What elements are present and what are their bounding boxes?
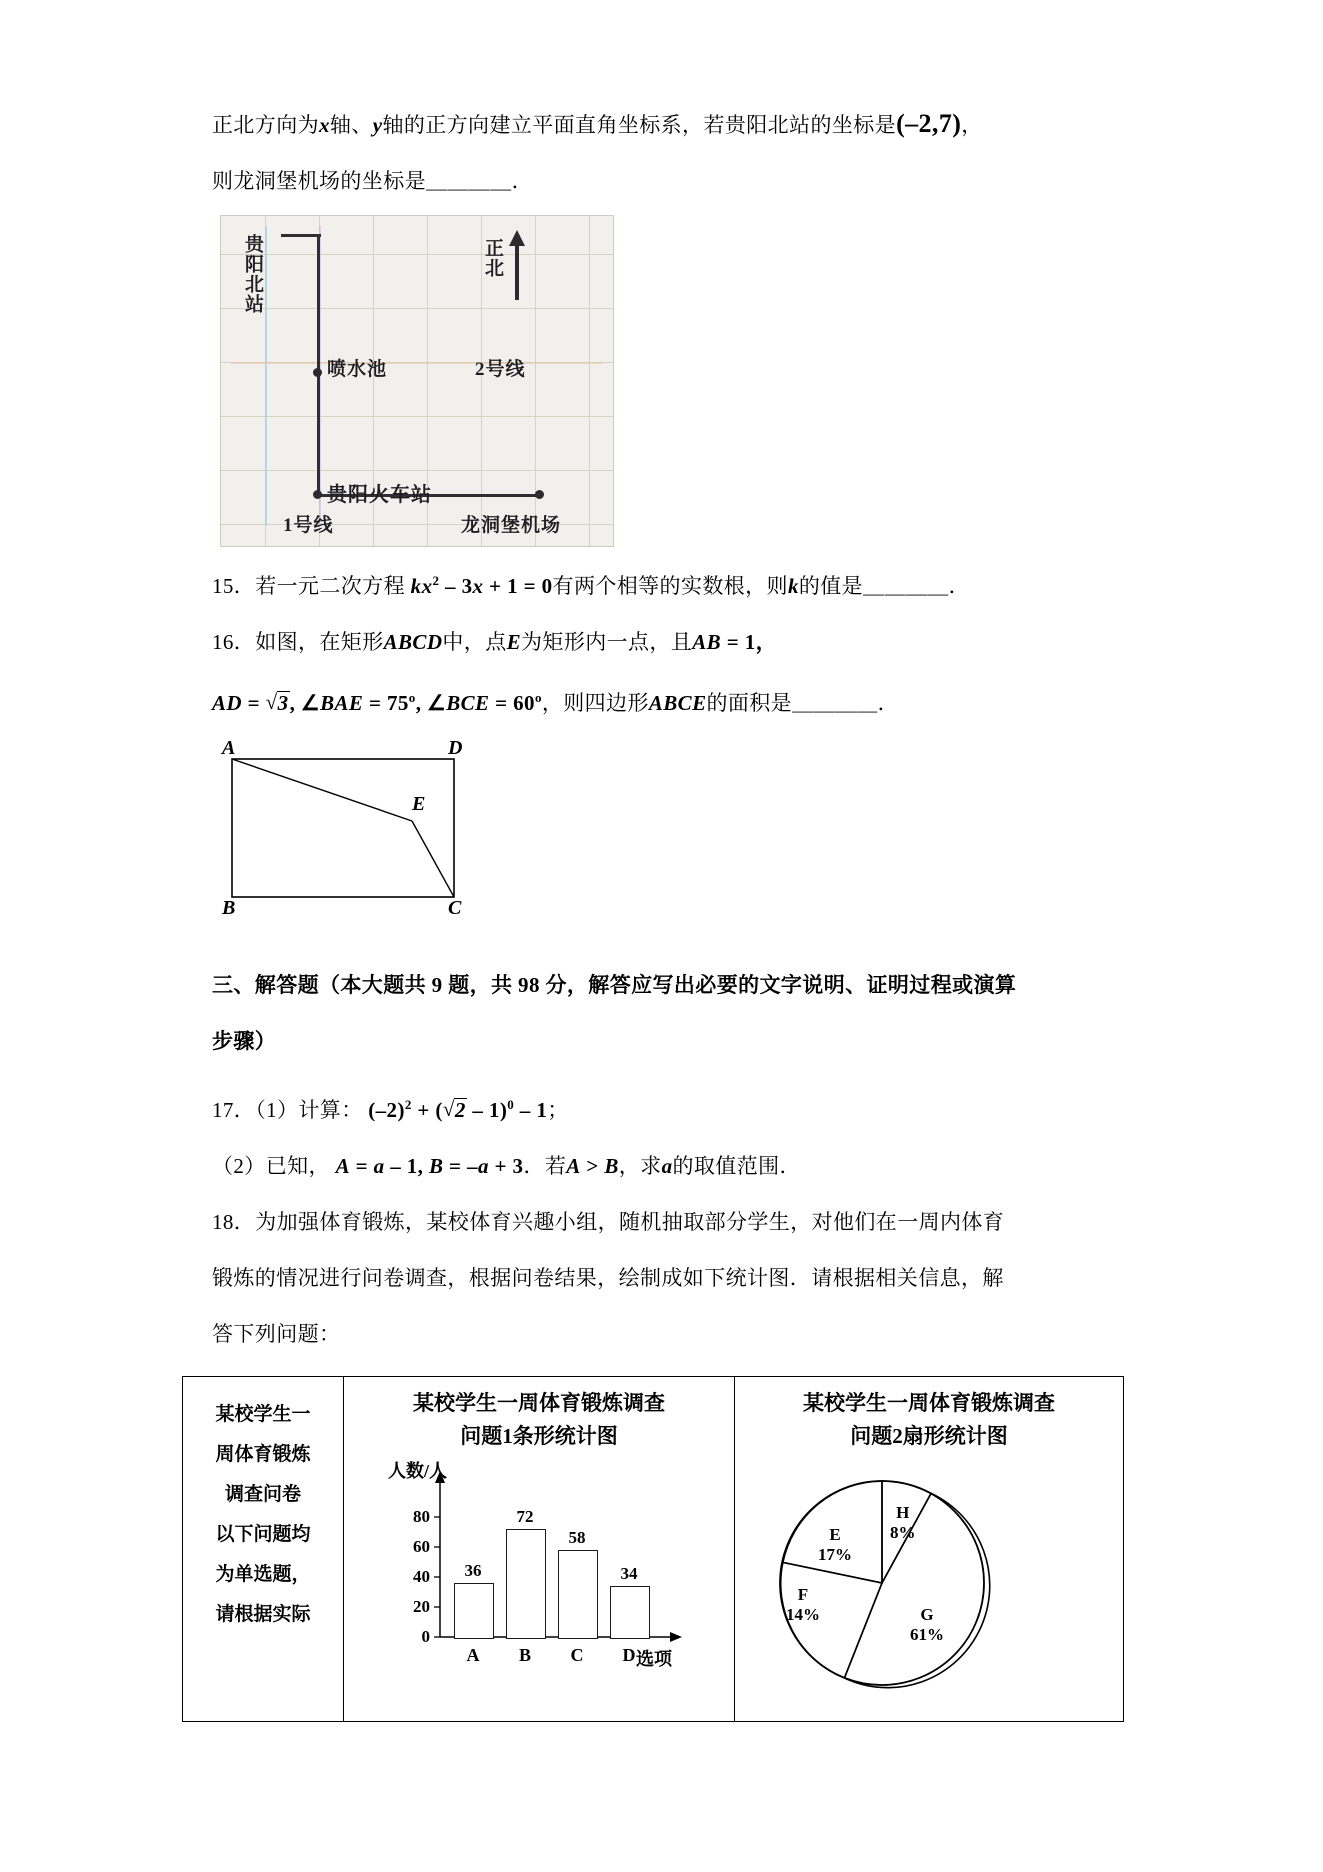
q17-part2-end: 的取值范围． (672, 1154, 801, 1178)
bar-category-B: B (518, 1645, 531, 1665)
q15-text-b: 有两个相等的实数根，则 (552, 574, 788, 598)
q17-part2-mid: ．若 (523, 1154, 567, 1178)
pie-label-G-name: G (920, 1605, 934, 1624)
q16-ab-length: AB = 1， (692, 630, 778, 654)
question-17-part2 (212, 1138, 1132, 1194)
geo-label-C: C (448, 897, 462, 919)
q17-part1-expression: $(-2)^2$ + ( √ 2 – 1)$^0$ – 1 (368, 1098, 547, 1122)
q16-point-e: E (506, 630, 522, 654)
q17-part2-variable: a (661, 1154, 673, 1178)
bar-category-A: A (466, 1645, 480, 1665)
metro-map-figure (220, 215, 614, 547)
pie-chart-title-line2: 问题2扇形统计图 (850, 1424, 1008, 1448)
q18-text-c: 答下列问题： (212, 1322, 341, 1346)
question-18-line1 (212, 1194, 1132, 1250)
section-3-heading-line2 (212, 1013, 1132, 1069)
bar-chart-ytick: 40 (413, 1567, 430, 1586)
q15-text-c: 的值是＿＿＿＿． (798, 574, 971, 598)
rectangle-geometry-figure (222, 737, 522, 945)
map-label-penshuichi: 喷水池 (327, 359, 388, 380)
section-3-text-a: 三、解答题（本大题共 9 题，共 98 分，解答应写出必要的文字说明、证明过程或演算 (212, 973, 1017, 997)
q18-number: 18． (212, 1210, 256, 1234)
questionnaire-line: 调查问卷 (224, 1484, 301, 1505)
pie-chart-svg (764, 1463, 1014, 1703)
q17-part2-expression: A = a – 1, B = –a + 3 (335, 1154, 524, 1178)
geo-label-E: E (412, 793, 426, 815)
bar-chart-ytick: 20 (413, 1597, 430, 1616)
bar-value-A: 36 (464, 1561, 482, 1580)
questionnaire-line: 周体育锻炼 (215, 1444, 311, 1465)
pie-label-F-name: F (797, 1585, 809, 1604)
q16-rect-abcd: ABCD (383, 630, 443, 654)
pie-label-F (786, 1585, 820, 1625)
bar-chart-xlabel: 选项 (636, 1649, 672, 1669)
pie-label-F-value: 14% (786, 1605, 820, 1624)
page-content (212, 96, 1132, 1722)
pie-chart-title-line1: 某校学生一周体育锻炼调查 (803, 1391, 1055, 1415)
map-label-north: 正北 (482, 238, 503, 278)
pie-chart (764, 1463, 1094, 1713)
bar-value-D: 34 (620, 1564, 638, 1583)
bar-chart (354, 1459, 724, 1691)
q17-part2-label: （2）已知， (212, 1154, 330, 1178)
section-3-text-b: 步骤） (212, 1029, 277, 1053)
questionnaire-line: 请根据实际 (215, 1604, 311, 1625)
question-16-line2 (212, 670, 1132, 731)
q14-text-b: 轴、 (329, 113, 373, 137)
geo-label-B: B (222, 897, 236, 919)
geo-label-D: D (448, 737, 463, 759)
pie-label-H-name: H (896, 1503, 910, 1522)
questionnaire-column (183, 1377, 344, 1721)
q14-text-d: ， (961, 113, 983, 137)
pie-label-E (818, 1525, 852, 1565)
q14-axis-y: y (372, 113, 383, 137)
q17-part2-comparison: A > B (566, 1154, 619, 1178)
question-16-line1 (212, 614, 1132, 670)
q14-text-c: 轴的正方向建立平面直角坐标系，若贵阳北站的坐标是 (382, 113, 897, 137)
bar-chart-ylabel: 人数/人 (388, 1461, 448, 1481)
q17-part2-ask: ，求 (618, 1154, 662, 1178)
q18-text-a: 为加强体育锻炼，某校体育兴趣小组，随机抽取部分学生，对他们在一周内体育 (255, 1210, 1005, 1234)
q16-text-d: ，则四边形 (541, 691, 649, 715)
bar-chart-ytick: 60 (413, 1537, 430, 1556)
question-18-line2 (212, 1250, 1132, 1306)
map-label-line-1: 1号线 (283, 515, 334, 536)
q17-number: 17． (212, 1098, 256, 1122)
q16-number: 16． (212, 630, 256, 654)
q16-text-a: 如图，在矩形 (255, 630, 384, 654)
geo-label-A: A (222, 737, 236, 759)
q18-text-b: 锻炼的情况进行问卷调查，根据问卷结果，绘制成如下统计图．请根据相关信息，解 (212, 1266, 1004, 1290)
q14-axis-x: x (319, 113, 330, 137)
q16-quad-abce: ABCE (648, 691, 707, 715)
q15-number: 15． (212, 574, 256, 598)
q17-part1-label: （1）计算： (255, 1098, 363, 1122)
pie-label-G-value: 61% (910, 1625, 944, 1644)
bar-category-D: D (622, 1645, 636, 1665)
map-label-line-2: 2号线 (475, 359, 526, 380)
section-3-heading-line1 (212, 957, 1132, 1013)
question-14-line1 (212, 96, 1132, 153)
question-14-line2 (212, 153, 1132, 209)
q17-part1-end: ； (547, 1098, 569, 1122)
q14-coordinate: (–2,7) (896, 109, 962, 138)
question-17-part1 (212, 1077, 1132, 1138)
pie-label-H-value: 8% (890, 1523, 916, 1542)
map-label-train-station: 贵阳火车站 (327, 484, 432, 506)
pie-label-G (910, 1605, 944, 1645)
bar-chart-ytick: 0 (421, 1627, 430, 1646)
q16-text-c: 为矩形内一点，且 (521, 630, 693, 654)
q15-equation: $kx^2 - 3x + 1 = 0$ (410, 573, 553, 598)
bar-A (454, 1583, 494, 1639)
map-label-guiyangbei: 贵阳北站 (242, 234, 263, 314)
pie-label-H (890, 1503, 916, 1543)
bar-chart-title-line2: 问题1条形统计图 (460, 1424, 618, 1448)
q15-variable-k: k (787, 574, 799, 598)
bar-chart-ytick: 80 (413, 1507, 430, 1526)
q15-text-a: 若一元二次方程 (255, 574, 406, 598)
q16-conditions: AD = √ 3, ∠BAE = $75^o$, ∠BCE = $60^o$ (212, 691, 542, 715)
bar-chart-cell (344, 1377, 735, 1721)
q16-text-e: 的面积是＿＿＿＿． (706, 691, 900, 715)
bar-chart-title-line1: 某校学生一周体育锻炼调查 (413, 1391, 665, 1415)
questionnaire-line: 以下问题均 (215, 1524, 311, 1545)
q14-text-a: 正北方向为 (212, 113, 319, 137)
bar-C (558, 1550, 598, 1639)
pie-chart-cell (735, 1377, 1123, 1721)
q14-text-e: 则龙洞堡机场的坐标是＿＿＿＿． (212, 169, 533, 193)
q16-text-b: 中，点 (442, 630, 507, 654)
questionnaire-line: 为单选题， (215, 1564, 311, 1585)
questionnaire-line: 某校学生一 (215, 1404, 311, 1425)
bar-value-C: 58 (568, 1528, 586, 1547)
bar-category-C: C (570, 1645, 584, 1665)
question-15 (212, 553, 1132, 614)
pie-label-E-name: E (829, 1525, 841, 1544)
statistics-table (182, 1376, 1124, 1722)
bar-D (610, 1586, 650, 1639)
bar-value-B: 72 (516, 1507, 534, 1526)
bar-B (506, 1529, 546, 1639)
map-label-airport: 龙洞堡机场 (461, 515, 562, 536)
question-18-line3 (212, 1306, 1132, 1362)
pie-label-E-value: 17% (818, 1545, 852, 1564)
rectangle-svg (222, 745, 522, 925)
